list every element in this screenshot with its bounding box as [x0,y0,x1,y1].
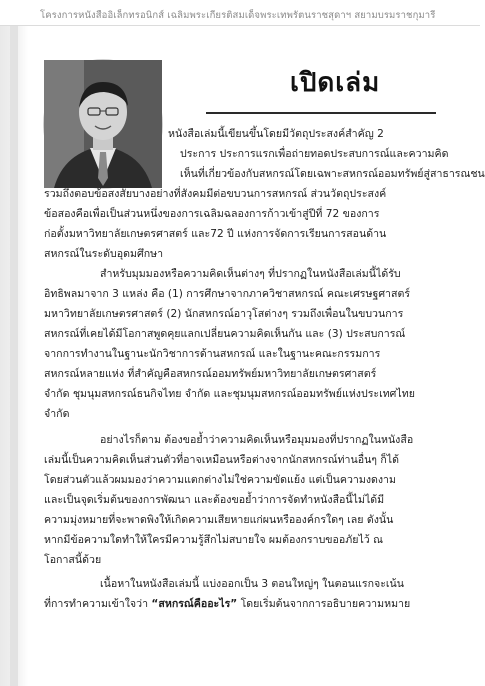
header-divider [0,25,480,26]
text-line: โดยส่วนตัวแล้วผมมองว่าความแตกต่างไม่ใช่ความขัดแย้ง แต่เป็นความงดงาม [44,474,396,486]
margin-stripe [10,26,18,686]
text-fragment: ที่การทำความเข้าใจว่า [44,598,152,610]
text-line: หนังสือเล่มนี้เขียนขึ้นโดยมีวัตถุประสงค์สำคัญ 2 [168,128,384,140]
text-line: จำกัด [44,408,70,420]
paragraph-4 [44,574,438,614]
text-fragment: โดยเริ่มต้นจากการอธิบายความหมาย [237,598,411,610]
text-line: อิทธิพลมาจาก 3 แหล่ง คือ (1) การศึกษาจากภาควิชาสหกรณ์ คณะเศรษฐศาสตร์ [44,288,411,300]
paragraph-2 [44,264,438,424]
paragraph-1 [44,124,485,264]
text-line: จำกัด ชุมนุมสหกรณ์ธนกิจไทย จำกัด และชุมนุมสหกรณ์ออมทรัพย์แห่งประเทศไทย [44,388,415,400]
text-line: ประการ ประการแรกเพื่อถ่ายทอดประสบการณ์และความคิด [180,148,449,160]
text-line: หากมีข้อความใดทำให้ใครมีความรู้สึกไม่สบายใจ ผมต้องกราบขออภัยไว้ ณ [44,534,383,546]
text-line: จากการทำงานในฐานะนักวิชาการด้านสหกรณ์ และในฐานะคณะกรรมการ [44,348,381,360]
project-header: โครงการหนังสืออิเล็กทรอนิกส์ เฉลิมพระเกียรติสมเด็จพระเทพรัตนราชสุดาฯ สยามบรมราชกุมารี [40,10,436,21]
text-line: สำหรับมุมมองหรือความคิดเห็นต่างๆ ที่ปรากฏในหนังสือเล่มนี้ได้รับ [100,268,401,280]
text-line: สหกรณ์ในระดับอุดมศึกษา [44,248,164,260]
text-line: สหกรณ์ที่เคยได้มีโอกาสพูดคุยแลกเปลี่ยนความคิดเห็นกัน และ (3) ประสบการณ์ [44,328,406,340]
page-title: เปิดเล่ม [290,68,381,98]
title-underline [206,112,436,114]
text-line [44,594,438,614]
text-line: โอกาสนี้ด้วย [44,554,102,566]
text-line: ข้อสองคือเพื่อเป็นส่วนหนึ่งของการเฉลิมฉลองการก้าวเข้าสู่ปีที่ 72 ของการ [44,208,380,220]
text-line: อย่างไรก็ตาม ต้องขอย้ำว่าความคิดเห็นหรือมุมมองที่ปรากฏในหนังสือ [100,434,414,446]
paragraph-3 [44,430,438,570]
text-line: เนื้อหาในหนังสือเล่มนี้ แบ่งออกเป็น 3 ตอนใหญ่ๆ ในตอนแรกจะเน้น [100,578,404,590]
text-line: และเป็นจุดเริ่มต้นของการพัฒนา และต้องขอย้ำว่าการจัดทำหนังสือนี้ไม่ได้มี [44,494,385,506]
text-line: รวมถึงตอบข้อสงสัยบางอย่างที่สังคมมีต่อขบวนการสหกรณ์ ส่วนวัตถุประสงค์ [44,188,387,200]
text-line: ก่อตั้งมหาวิทยาลัยเกษตรศาสตร์ และ72 ปี แห่งการจัดการเรียนการสอนด้าน [44,228,387,240]
header-band [0,0,480,28]
text-line: เล่มนี้เป็นความคิดเห็นส่วนตัวที่อาจเหมือนหรือต่างจากนักสหกรณ์ท่านอื่นๆ ก็ได้ [44,454,399,466]
left-margin-decoration [0,26,28,686]
highlight-term: “สหกรณ์คืออะไร” [151,598,238,610]
text-line: ความมุ่งหมายที่จะพาดพิงให้เกิดความเสียหายแก่ผนหรือองค์กรใดๆ เลย ดังนั้น [44,514,394,526]
text-line: มหาวิทยาลัยเกษตรศาสตร์ (2) นักสหกรณ์อาวุโสต่างๆ รวมถึงเพื่อนในขบวนการ [44,308,404,320]
text-line: เห็นที่เกี่ยวข้องกับสหกรณ์โดยเฉพาะสหกรณ์ออมทรัพย์สู่สาธารณชน [180,168,485,180]
body-text [44,124,485,614]
text-line: สหกรณ์หลายแห่ง ที่สำคัญคือสหกรณ์ออมทรัพย์มหาวิทยาลัยเกษตรศาสตร์ [44,368,377,380]
